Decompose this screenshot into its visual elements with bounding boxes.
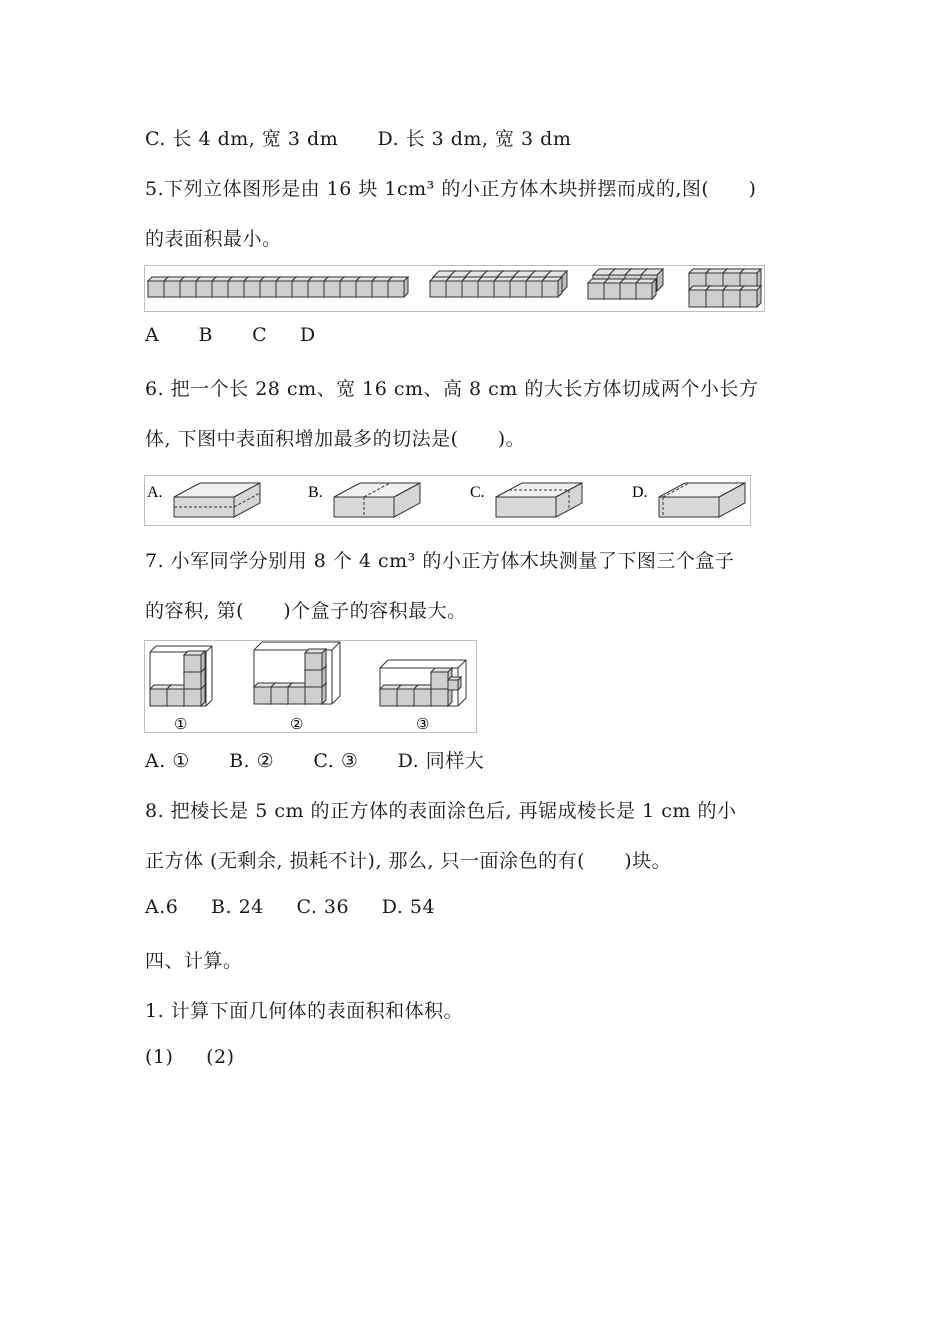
- cube-front-face: [636, 283, 652, 299]
- cube-front-face: [324, 281, 340, 297]
- cube-front-face: [244, 281, 260, 297]
- cube-front-face: [167, 689, 184, 706]
- cube-front-face: [740, 290, 757, 307]
- q8-stem-cont: 正方体 (无剩余, 损耗不计), 那么, 只一面涂色的有( )块。: [145, 850, 672, 872]
- cube-front-face: [305, 687, 322, 704]
- cube-front-face: [588, 283, 604, 299]
- q4-options-cd: C. 长 4 dm, 宽 3 dm D. 长 3 dm, 宽 3 dm: [145, 128, 572, 150]
- q6-label-a: A.: [147, 484, 163, 501]
- cube-front-face: [305, 670, 322, 687]
- cube-side-face: [757, 286, 761, 307]
- q7-box-edge: [150, 646, 156, 652]
- cube-front-face: [276, 281, 292, 297]
- cube-front-face: [620, 283, 636, 299]
- calc-subitems: (1) (2): [145, 1046, 235, 1068]
- q7-stem: 7. 小军同学分别用 8 个 4 cm³ 的小正方体木块测量了下图三个盒子: [145, 550, 735, 572]
- cube-front-face: [706, 290, 723, 307]
- q7-label-2: ②: [290, 717, 304, 733]
- cube-front-face: [260, 281, 276, 297]
- cube-front-face: [446, 281, 462, 297]
- cube-front-face: [478, 281, 494, 297]
- q7-figure: [144, 640, 478, 738]
- q7-box-edge: [254, 642, 262, 650]
- cube-front-face: [462, 281, 478, 297]
- cube-front-face: [184, 655, 201, 672]
- cube-front-face: [180, 281, 196, 297]
- cube-front-face: [431, 672, 448, 689]
- q5-options: A B C D: [145, 324, 316, 346]
- cube-front-face: [196, 281, 212, 297]
- cube-side-face: [201, 651, 205, 672]
- q7-box-edge: [458, 698, 466, 706]
- cube-front-face: [397, 689, 414, 706]
- cube-side-face: [404, 277, 408, 297]
- q7-options: A. ① B. ② C. ③ D. 同样大: [145, 750, 485, 772]
- cube-front-face: [723, 290, 740, 307]
- cube-front-face: [308, 281, 324, 297]
- cube-front-face: [288, 687, 305, 704]
- q7-box-edge: [206, 646, 212, 652]
- q7-label-1: ①: [174, 717, 188, 733]
- cube-front-face: [542, 281, 558, 297]
- q6-stem-cont: 体, 下图中表面积增加最多的切法是( )。: [145, 428, 526, 450]
- cube-front-face: [431, 689, 448, 706]
- cube-front-face: [604, 283, 620, 299]
- section-heading: 四、计算。: [145, 950, 243, 972]
- q7-stem-cont: 的容积, 第( )个盒子的容积最大。: [145, 600, 467, 622]
- q7-box-edge: [380, 660, 388, 668]
- cube-front-face: [212, 281, 228, 297]
- cube-front-face: [494, 281, 510, 297]
- cube-front-face: [356, 281, 372, 297]
- cube-front-face: [340, 281, 356, 297]
- q6-box-front: [496, 497, 556, 517]
- q8-stem: 8. 把棱长是 5 cm 的正方体的表面涂色后, 再锯成棱长是 1 cm 的小: [145, 800, 737, 822]
- cube-front-face: [414, 689, 431, 706]
- cube-side-face: [558, 277, 562, 297]
- cube-front-face: [510, 281, 526, 297]
- cube-side-face: [652, 279, 656, 299]
- q6-label-d: D.: [632, 484, 648, 501]
- q6-figure: [144, 475, 754, 531]
- cube-front-face: [526, 281, 542, 297]
- q8-options: A.6 B. 24 C. 36 D. 54: [145, 896, 436, 918]
- cube-front-face: [150, 689, 167, 706]
- cube-front-face: [448, 680, 458, 690]
- q6-label-c: C.: [470, 484, 485, 501]
- cube-front-face: [430, 281, 446, 297]
- q7-box-edge: [458, 660, 466, 668]
- calc-question-1: 1. 计算下面几何体的表面积和体积。: [145, 1000, 464, 1022]
- q5-stem: 5.下列立体图形是由 16 块 1cm³ 的小正方体木块拼摆而成的,图( ): [145, 178, 757, 200]
- cube-front-face: [388, 281, 404, 297]
- cube-front-face: [184, 689, 201, 706]
- cube-front-face: [380, 689, 397, 706]
- cube-front-face: [292, 281, 308, 297]
- q6-stem: 6. 把一个长 28 cm、宽 16 cm、高 8 cm 的大长方体切成两个小长方: [145, 378, 759, 400]
- q7-box-edge: [332, 642, 340, 650]
- cube-front-face: [148, 281, 164, 297]
- cube-front-face: [164, 281, 180, 297]
- q7-box-edge: [332, 696, 340, 704]
- q5-stem-cont: 的表面积最小。: [145, 228, 282, 250]
- cube-front-face: [228, 281, 244, 297]
- cube-front-face: [254, 687, 271, 704]
- cube-front-face: [372, 281, 388, 297]
- cube-side-face: [322, 649, 326, 670]
- q5-figure: [144, 265, 766, 317]
- q6-label-b: B.: [308, 484, 323, 501]
- cube-front-face: [184, 672, 201, 689]
- cube-front-face: [305, 653, 322, 670]
- q6-box-front: [659, 497, 719, 517]
- cube-front-face: [271, 687, 288, 704]
- q7-label-3: ③: [416, 717, 430, 733]
- cube-front-face: [689, 290, 706, 307]
- q7-box-edge: [206, 700, 212, 706]
